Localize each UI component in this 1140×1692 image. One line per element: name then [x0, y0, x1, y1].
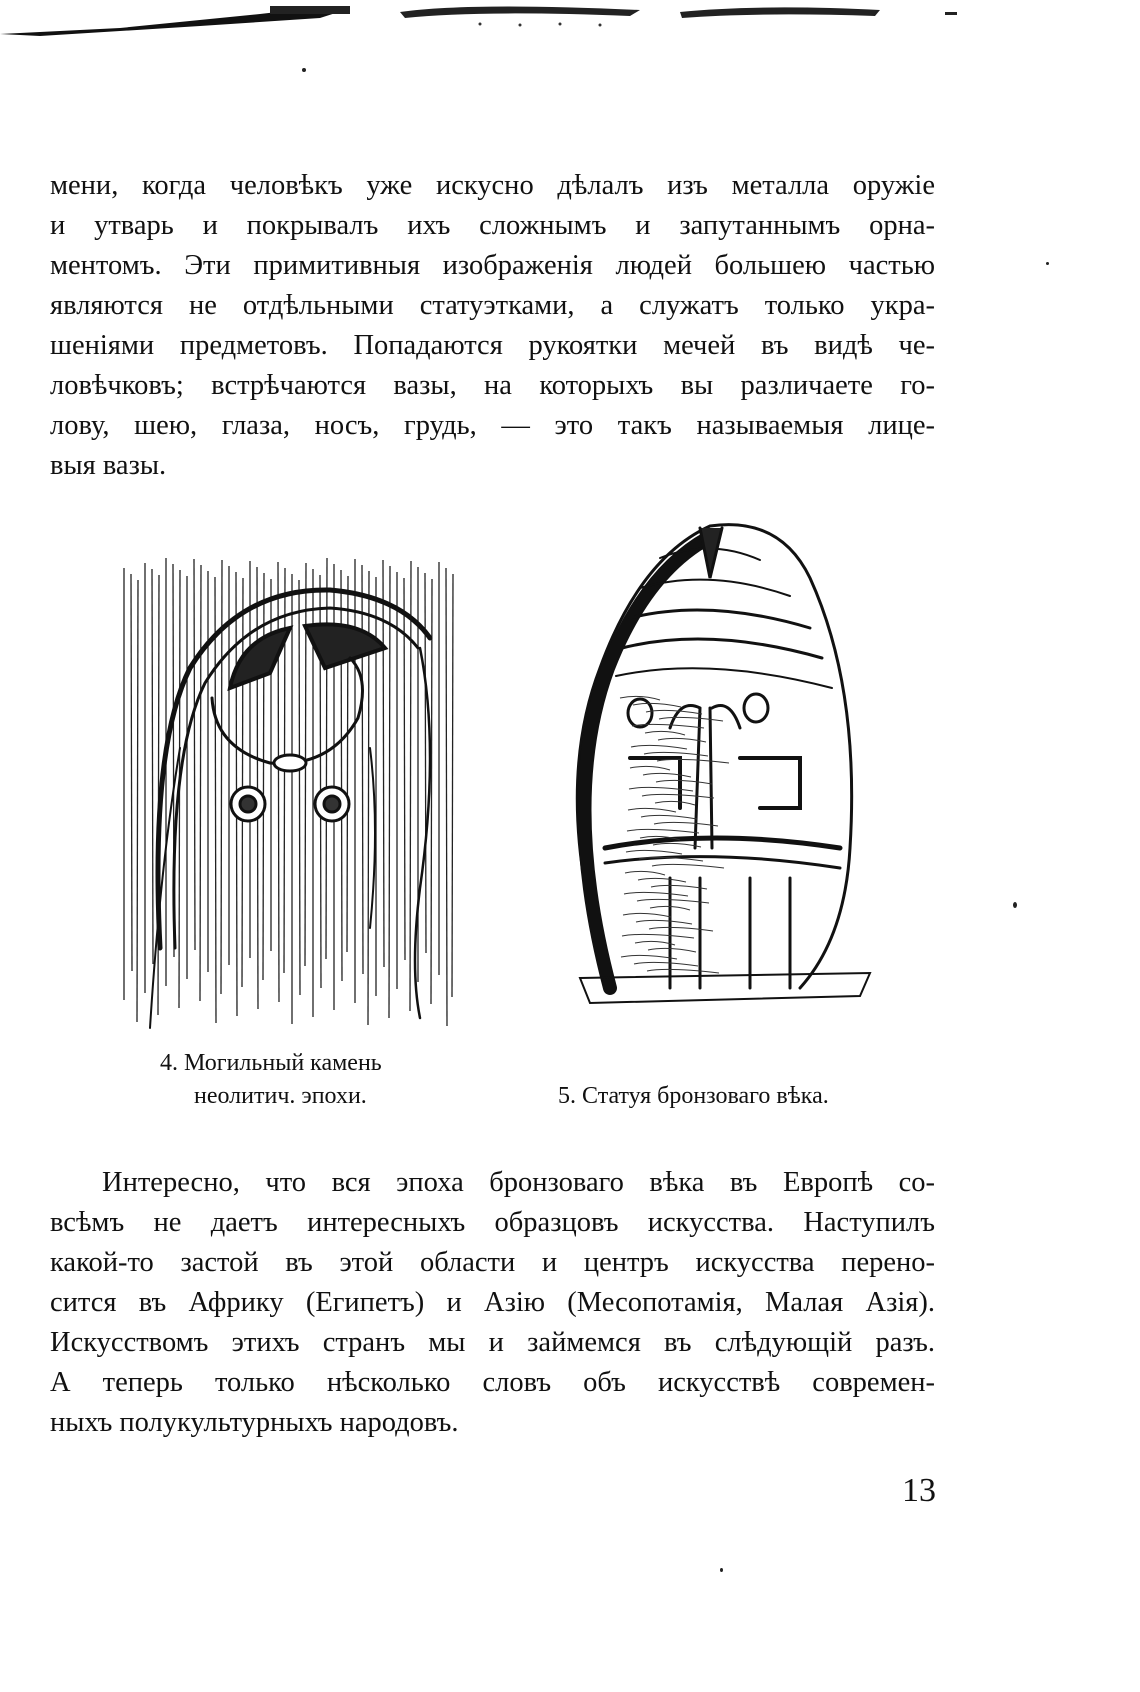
hatch-stroke	[649, 927, 713, 931]
etching-line	[389, 566, 390, 1018]
text-line: Интересно, что вся эпоха бронзоваго вѣка въ Европѣ со-	[102, 1167, 935, 1198]
scan-speck	[720, 1568, 723, 1572]
hatch-stroke	[636, 920, 692, 924]
etching-line	[152, 569, 153, 964]
text-line: лову, шею, глаза, носъ, грудь, — это такъ называемыя лице-	[50, 410, 935, 441]
hatch-stroke	[646, 710, 702, 714]
hatch-stroke	[647, 969, 719, 973]
text-line: А теперь только нѣсколько словъ объ искусствѣ современ-	[50, 1367, 935, 1398]
figure-5-caption: 5. Статуя бронзоваго вѣка.	[558, 1083, 829, 1109]
caption-line: неолитич. эпохи.	[194, 1083, 367, 1109]
hatch-stroke	[630, 766, 670, 770]
hatch-stroke	[631, 745, 687, 749]
hatch-stroke	[656, 780, 712, 784]
hatch-stroke	[629, 787, 693, 791]
hatch-stroke	[628, 808, 676, 812]
etching-line	[194, 559, 195, 950]
etching-line	[446, 568, 447, 1026]
hatch-stroke	[633, 703, 681, 707]
text-line: ловѣчковъ; встрѣчаются вазы, на которыхъ вы различаете го-	[50, 370, 935, 401]
paragraph-1	[50, 166, 935, 486]
text-line: и утварь и покрывалъ ихъ сложнымъ и запутаннымъ орна-	[50, 210, 935, 241]
hatch-stroke	[648, 948, 696, 952]
hatch-stroke	[645, 731, 685, 735]
etching-line	[221, 560, 222, 994]
hatch-stroke	[634, 962, 698, 966]
etching-line	[431, 579, 432, 1004]
etching-line	[326, 558, 327, 959]
etching-line	[410, 561, 411, 1011]
text-line: какой-то застой въ этой области и центръ искусства перено-	[50, 1247, 935, 1278]
figure-4-caption	[160, 1047, 382, 1113]
etching-line	[131, 574, 132, 971]
paragraph-2	[50, 1163, 935, 1443]
hatch-stroke	[637, 899, 709, 903]
hatch-stroke	[626, 850, 682, 854]
header-smudge	[0, 0, 1140, 40]
hatch-stroke	[623, 913, 671, 917]
text-line: мени, когда человѣкъ уже искусно дѣлалъ изъ металла оружіе	[50, 170, 935, 201]
scan-speck	[302, 68, 306, 72]
text-line: сится въ Африку (Египетъ) и Азію (Месопотамія, Малая Азія).	[50, 1287, 935, 1318]
text-line: являются не отдѣльными статуэтками, а служатъ только укра-	[50, 290, 935, 321]
etching-line	[215, 577, 216, 1023]
hatch-stroke	[652, 864, 724, 868]
page-number: 13	[902, 1472, 936, 1509]
etching-line	[137, 580, 138, 1022]
hatch-stroke	[624, 892, 688, 896]
text-line: ментомъ. Эти примитивныя изображенія людей большею частью	[50, 250, 935, 281]
text-line: ныхъ полукультурныхъ народовъ.	[50, 1407, 459, 1438]
text-line: шеніями предметовъ. Попадаются рукоятки мечей въ видѣ че-	[50, 330, 935, 361]
scan-speck	[1013, 902, 1017, 908]
etching-line	[278, 562, 279, 1002]
text-line: всѣмъ не даетъ интересныхъ образцовъ искусства. Наступилъ	[50, 1207, 935, 1238]
hatch-stroke	[655, 801, 695, 805]
etching-line	[200, 565, 201, 1001]
hatch-stroke	[657, 759, 729, 763]
hatch-stroke	[659, 717, 723, 721]
gravestone-illustration	[120, 548, 460, 1038]
hatch-stroke	[641, 815, 697, 819]
etching-line	[362, 565, 363, 974]
etching-line	[263, 573, 264, 980]
statue-illustration	[560, 518, 890, 1058]
hatch-stroke	[622, 934, 694, 938]
text-line: выя вазы.	[50, 450, 167, 481]
text-line: Искусствомъ этихъ странъ мы и займемся въ слѣдующій разъ.	[50, 1327, 935, 1358]
caption-line: 4. Могильный камень	[160, 1050, 382, 1076]
hatch-stroke	[627, 829, 699, 833]
hatch-stroke	[654, 822, 718, 826]
hatch-stroke	[625, 871, 665, 875]
scan-speck	[1046, 262, 1049, 265]
hatch-stroke	[638, 878, 686, 882]
etching-line	[299, 580, 300, 995]
etching-line	[452, 574, 453, 997]
hatch-stroke	[643, 773, 691, 777]
